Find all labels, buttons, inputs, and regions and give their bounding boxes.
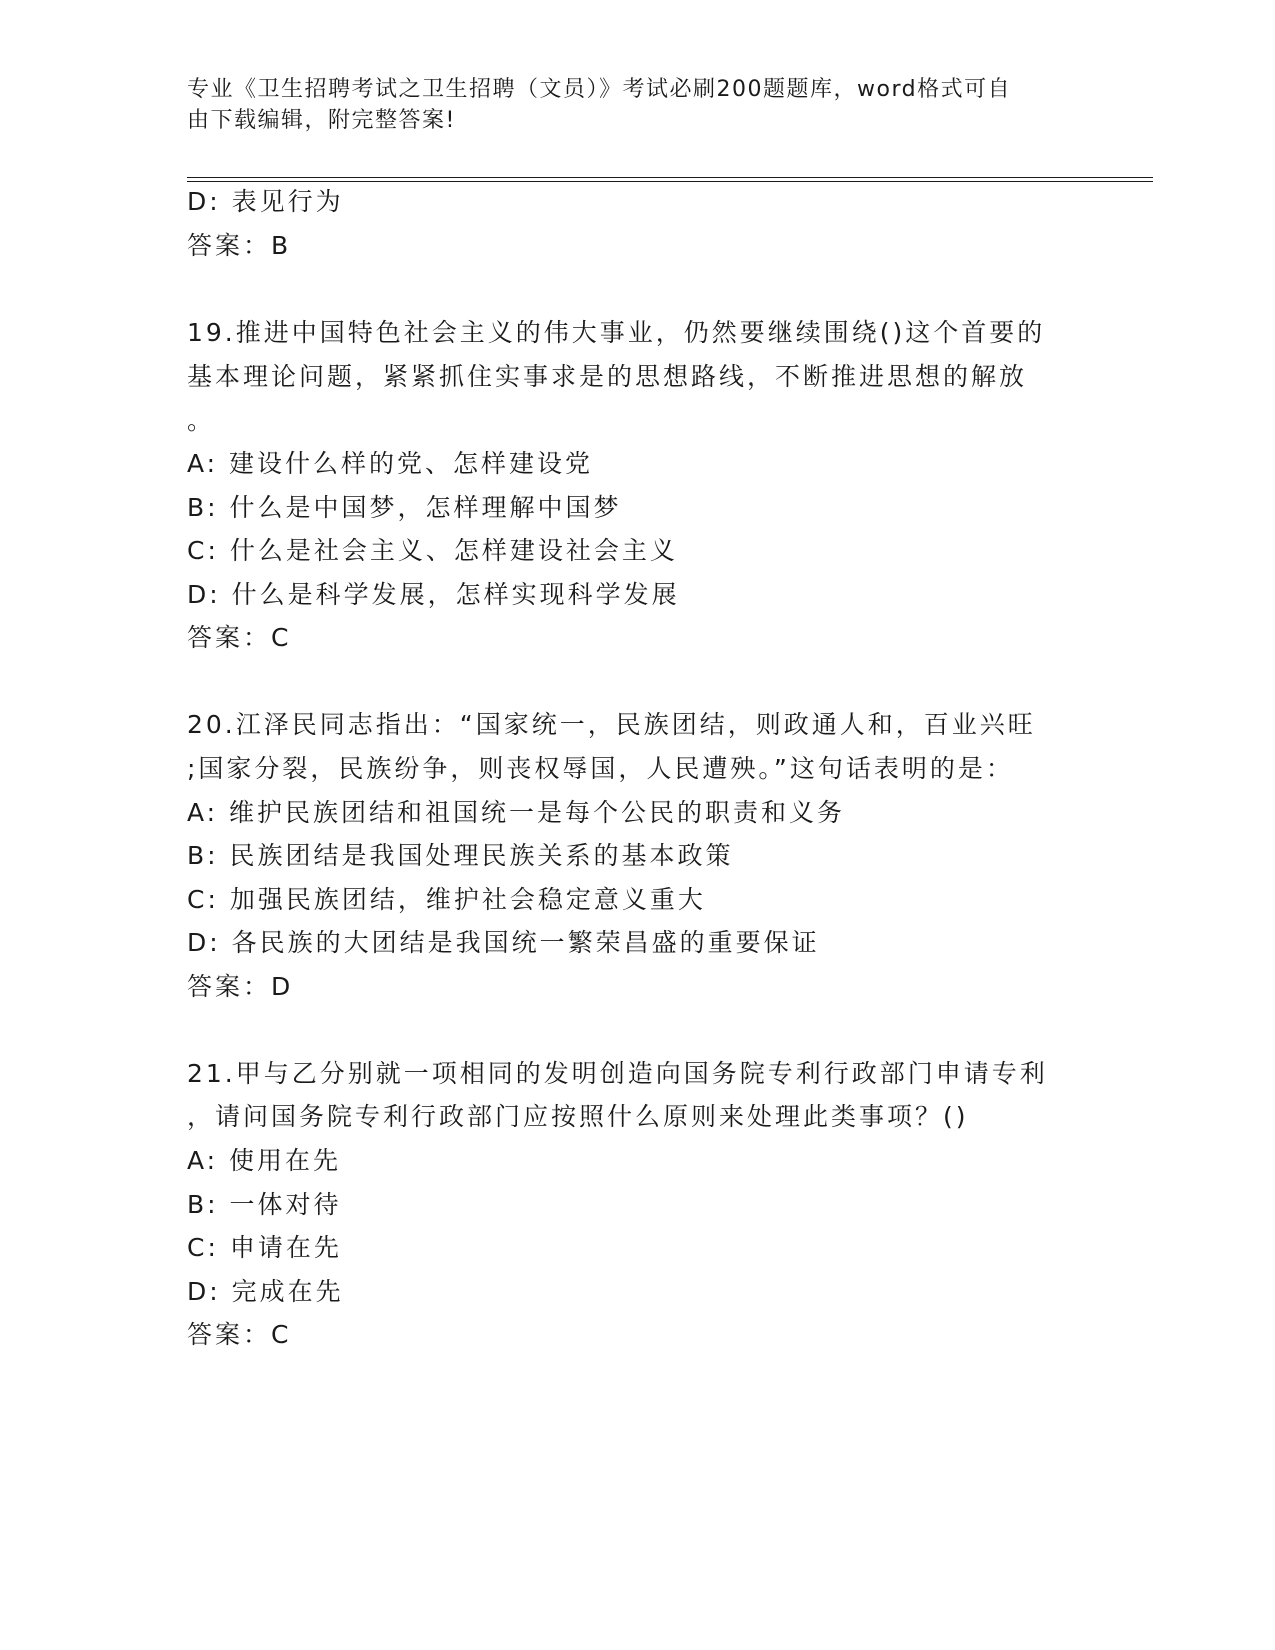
q19-option-c: C: 什么是社会主义、怎样建设社会主义	[187, 536, 678, 565]
q20-option-b: B: 民族团结是我国处理民族关系的基本政策	[187, 841, 734, 870]
header-line-1: 专业《卫生招聘考试之卫生招聘（文员）》考试必刷200题题库，word格式可自	[187, 77, 1012, 102]
q21-option-a: A: 使用在先	[187, 1146, 342, 1175]
q19-option-d: D: 什么是科学发展，怎样实现科学发展	[187, 580, 680, 609]
q21-option-b: B: 一体对待	[187, 1190, 342, 1219]
q20-text-line-2: ;国家分裂，民族纷争，则丧权辱国，人民遭殃。”这句话表明的是：	[187, 754, 1014, 783]
q19-answer: 答案：C	[187, 623, 292, 652]
q19-option-a: A: 建设什么样的党、怎样建设党	[187, 449, 594, 478]
header-line-2: 由下载编辑，附完整答案!	[187, 108, 456, 133]
q19-text-line-2: 基本理论问题，紧紧抓住实事求是的思想路线，不断推进思想的解放	[187, 362, 1028, 391]
q21-option-d: D: 完成在先	[187, 1277, 344, 1306]
q19-text-line-1: 19.推进中国特色社会主义的伟大事业，仍然要继续围绕()这个首要的	[187, 318, 1046, 347]
header-double-rule	[187, 177, 1153, 182]
q19-text-line-3: 。	[187, 406, 216, 435]
prev-answer: 答案：B	[187, 231, 292, 260]
q20-text-line-1: 20.江泽民同志指出：“国家统一，民族团结，则政通人和，百业兴旺	[187, 710, 1036, 739]
q21-text-line-1: 21.甲与乙分别就一项相同的发明创造向国务院专利行政部门申请专利	[187, 1059, 1048, 1088]
q21-option-c: C: 申请在先	[187, 1233, 342, 1262]
q21-answer: 答案：C	[187, 1320, 292, 1349]
q20-option-a: A: 维护民族团结和祖国统一是每个公民的职责和义务	[187, 798, 846, 827]
q20-option-c: C: 加强民族团结，维护社会稳定意义重大	[187, 885, 706, 914]
page-header	[187, 74, 1067, 136]
q20-answer: 答案：D	[187, 972, 294, 1001]
q20-option-d: D: 各民族的大团结是我国统一繁荣昌盛的重要保证	[187, 928, 820, 957]
q19-option-b: B: 什么是中国梦，怎样理解中国梦	[187, 493, 622, 522]
q21-text-line-2: ，请问国务院专利行政部门应按照什么原则来处理此类事项？()	[187, 1102, 969, 1131]
prev-option-d: D: 表见行为	[187, 187, 344, 216]
